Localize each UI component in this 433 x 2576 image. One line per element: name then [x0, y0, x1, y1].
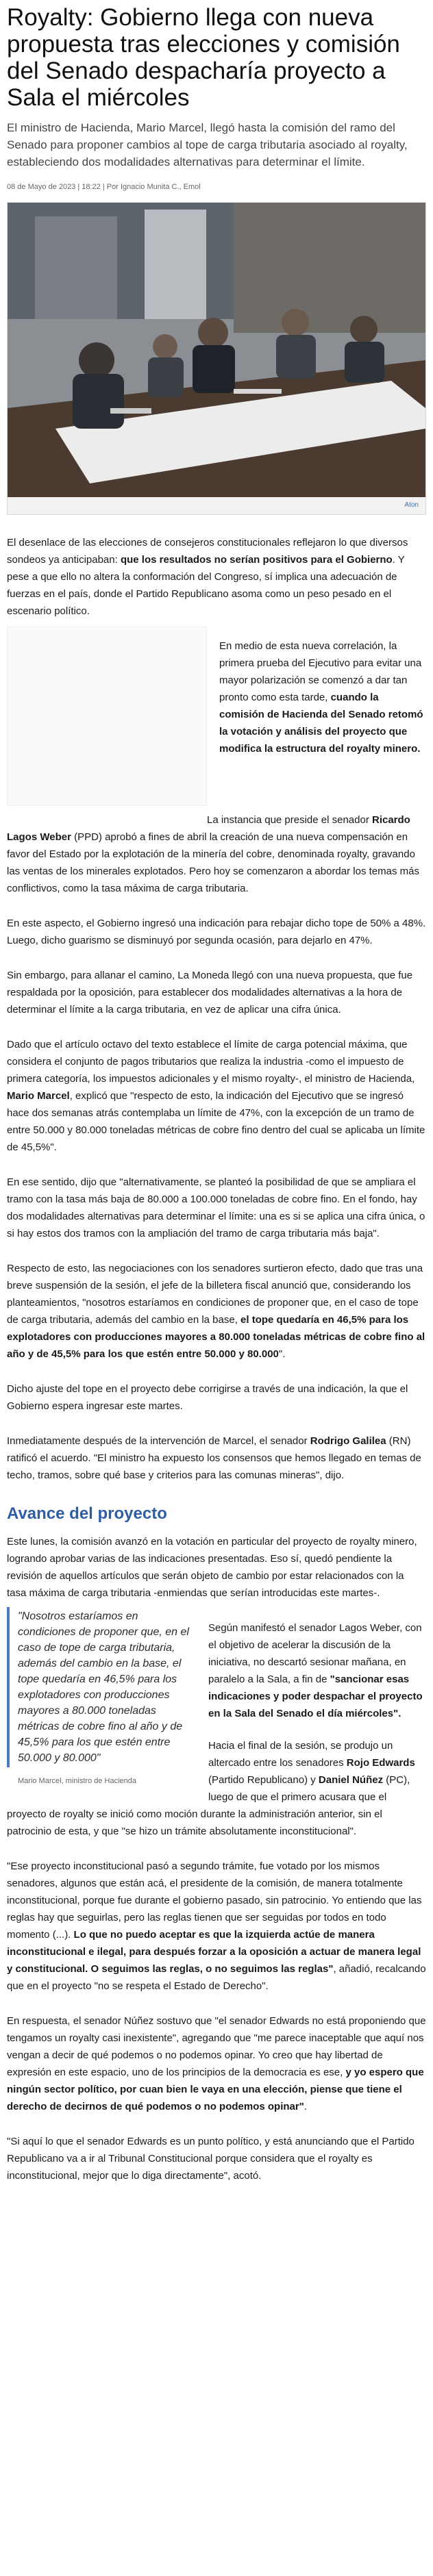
paragraph: La instancia que preside el senador Ricardo Lagos Weber (PPD) aprobó a fines de abril la creación de una nueva compensación en favor del Estado por la explotación de la minería del cobre, denominada royalty, gravando las ventas de los minerales explotados. Pero hoy se comenzaron a abordar los temas más conflictivos, como la tasa máxima de carga tributaria. [7, 814, 419, 894]
paragraph: Dado que el artículo octavo del texto establece el límite de carga potencial máxima, que considera el conjunto de pagos tributarios que realiza la industria -como el impuesto de primera categoría, los impuestos adicionales y el mismo royalty-, el ministro de Hacienda, Mario Marcel, explicó que "respecto de esto, la indicación del Ejecutivo que se ingresó hace dos semanas atrás contemplaba un límite de 47%, con la excepción de un tramo de entre 50.000 y 80.000 toneladas métricas de cobre fino dentro del cual se aplicaba un límite de 45,5%". [7, 1039, 425, 1153]
paragraph: El desenlace de las elecciones de consejeros constitucionales reflejaron lo que diversos sondeos ya anticipaban: que los resultados no serían positivos para el Gobierno. Y pese a que ello no altera la conformación del Congreso, sí implica una adecuación de fuerzas en el país, donde el Partido Republicano asoma como un peso pesado en el escenario político. [7, 537, 408, 617]
section-title: Avance del proyecto [7, 1504, 167, 1523]
article-headline: Royalty: Gobierno llega con nueva propuesta tras elecciones y comisión del Senado despacharía proyecto a Sala el miércoles [7, 4, 400, 111]
paragraph: En medio de esta nueva correlación, la primera prueba del Ejecutivo para evitar una mayor polarización se comenzó a dar tan pronto como esta tarde, cuando la comisión de Hacienda del Senado retomó la votación y análisis del proyecto que modifica la estructura del royalty minero. [219, 640, 423, 755]
pull-quote-author: Mario Marcel, ministro de Hacienda [18, 1777, 137, 1785]
article-byline: 08 de Mayo de 2023 | 18:22 | Por Ignacio Munita C., Emol [7, 183, 201, 191]
paragraph: En respuesta, el senador Núñez sostuvo que "el senador Edwards no está proponiendo que tengamos un royalty casi inexistente", agregando que "me parece inaceptable que aquí nos vengan a decir de qué podemos o no podemos opinar. Yo creo que hay libertad de expresión en este espacio, uno de los principios de la democracia es ese, y yo espero que ningún sector político, por cuan bien le vaya en una elección, piense que tiene el derecho de decirnos de qué podemos o no podemos opinar". [7, 2015, 426, 2112]
paragraph: Según manifestó el senador Lagos Weber, con el objetivo de acelerar la discusión de la iniciativa, no descartó sesionar mañana, en paralelo a la Sala, a fin de "sancionar esas indicaciones y poder despachar el proyecto en la Sala del Senado el día miércoles". [208, 1622, 423, 1719]
senate-commission-photo [8, 203, 425, 497]
paragraph: Respecto de esto, las negociaciones con los senadores surtieron efecto, dado que tras una breve suspensión de la sesión, el jefe de la billetera fiscal anunció que, considerando los planteamientos, "nosotros estaríamos en condiciones de proponer que, en el caso de tope de carga tributaria, además del cambio en la base, el tope quedaría en 46,5% para los explotadores con producciones mayores a 80.000 toneladas métricas de cobre fino al año y de 45,5% para los que estén entre 50.000 y 80.000". [7, 1263, 425, 1360]
paragraph: Sin embargo, para allanar el camino, La Moneda llegó con una nueva propuesta, que fue respaldada por la oposición, para establecer dos modalidades alternativas a la hora de determinar el límite a la carga tributaria, en vez de aplicar una cifra única. [7, 970, 413, 1015]
photo-credit: Aton [404, 501, 419, 509]
article-lead: El ministro de Hacienda, Mario Marcel, llegó hasta la comisión del ramo del Senado para proponer cambios al tope de carga tributaria asociado al royalty, estableciendo dos modalidades alternativas para determinar el límite. [7, 121, 408, 168]
main-photo [7, 202, 426, 515]
paragraph: En este aspecto, el Gobierno ingresó una indicación para rebajar dicho tope de 50% a 48%. Luego, dicho guarismo se disminuyó por segunda ocasión, para dejarlo en 47%. [7, 918, 426, 946]
paragraph: "Si aquí lo que el senador Edwards es un punto político, y está anunciando que el Partido Republicano va a ir al Tribunal Constitucional porque considera que el royalty es inconstitucional, mejor que lo diga directamente", acotó. [7, 2136, 415, 2182]
paragraph: Dicho ajuste del tope en el proyecto debe corrigirse a través de una indicación, la que el Gobierno espera ingresar este martes. [7, 1383, 408, 1412]
paragraph: Hacia el final de la sesión, se produjo un altercado entre los senadores Rojo Edwards (Partido Republicano) y Daniel Núñez (PC), luego de que el primero acusara que el proyecto de royalty se inició como moción durante la administración anterior, sin el patrocinio de esta, y que "se hizo un trámite absolutamente inconstitucional". [7, 1740, 415, 1837]
paragraph: "Ese proyecto inconstitucional pasó a segundo trámite, fue votado por los mismos senadores, algunos que están acá, el presidente de la comisión, de manera totalmente inconstitucional, porque fue durante el gobierno pasado, sin patrocinio. Yo entiendo que las reglas hay que seguirlas, pero las reglas tienen que ser seguidas por todos en todo momento (...). Lo que no puedo aceptar es que la izquierda actúe de manera inconstitucional e ilegal, para después forzar a la oposición a actuar de manera legal y constitucional. O seguimos las reglas, o no seguimos las reglas", añadió, recalcando que en el proyecto "no se respeta el Estado de Derecho". [7, 1860, 426, 1992]
embedded-media-placeholder [7, 627, 207, 806]
pull-quote [7, 1607, 192, 1785]
paragraph: En ese sentido, dijo que "alternativamente, se planteó la posibilidad de que se ampliara el tramo con la tasa más baja de 80.000 a 100.000 toneladas de cobre fino. En el fondo, hay dos modalidades alternativas para determinar el límite: una es si se aplica una cifra única, o si hay estos dos tramos con la ampliación del tramo de carga tributaria más baja". [7, 1176, 425, 1239]
pull-quote-text: "Nosotros estaríamos en condiciones de proponer que, en el caso de tope de carga tributaria, además del cambio en la base, el tope quedaría en 46,5% para los explotadores con producciones mayores a 80.000 toneladas métricas de cobre fino al año y de 45,5% para los que estén entre 50.000 y 80.000" [7, 1607, 192, 1767]
paragraph: Inmediatamente después de la intervención de Marcel, el senador Rodrigo Galilea (RN) ratificó el acuerdo. "El ministro ha expuesto los consensos que hemos llegado en temas de techo, tramos, sobre qué base y criterios para las comunas mineras", dijo. [7, 1435, 421, 1481]
paragraph: Este lunes, la comisión avanzó en la votación en particular del proyecto de royalty minero, logrando aprobar varias de las indicaciones presentadas. Eso sí, quedó pendiente la revisión de aquellos artículos que serán objeto de cambio por estar relacionados con la tasa máxima de carga tributaria -enmiendas que serían introducidas este martes-. [7, 1536, 417, 1599]
article-body [7, 534, 426, 2184]
